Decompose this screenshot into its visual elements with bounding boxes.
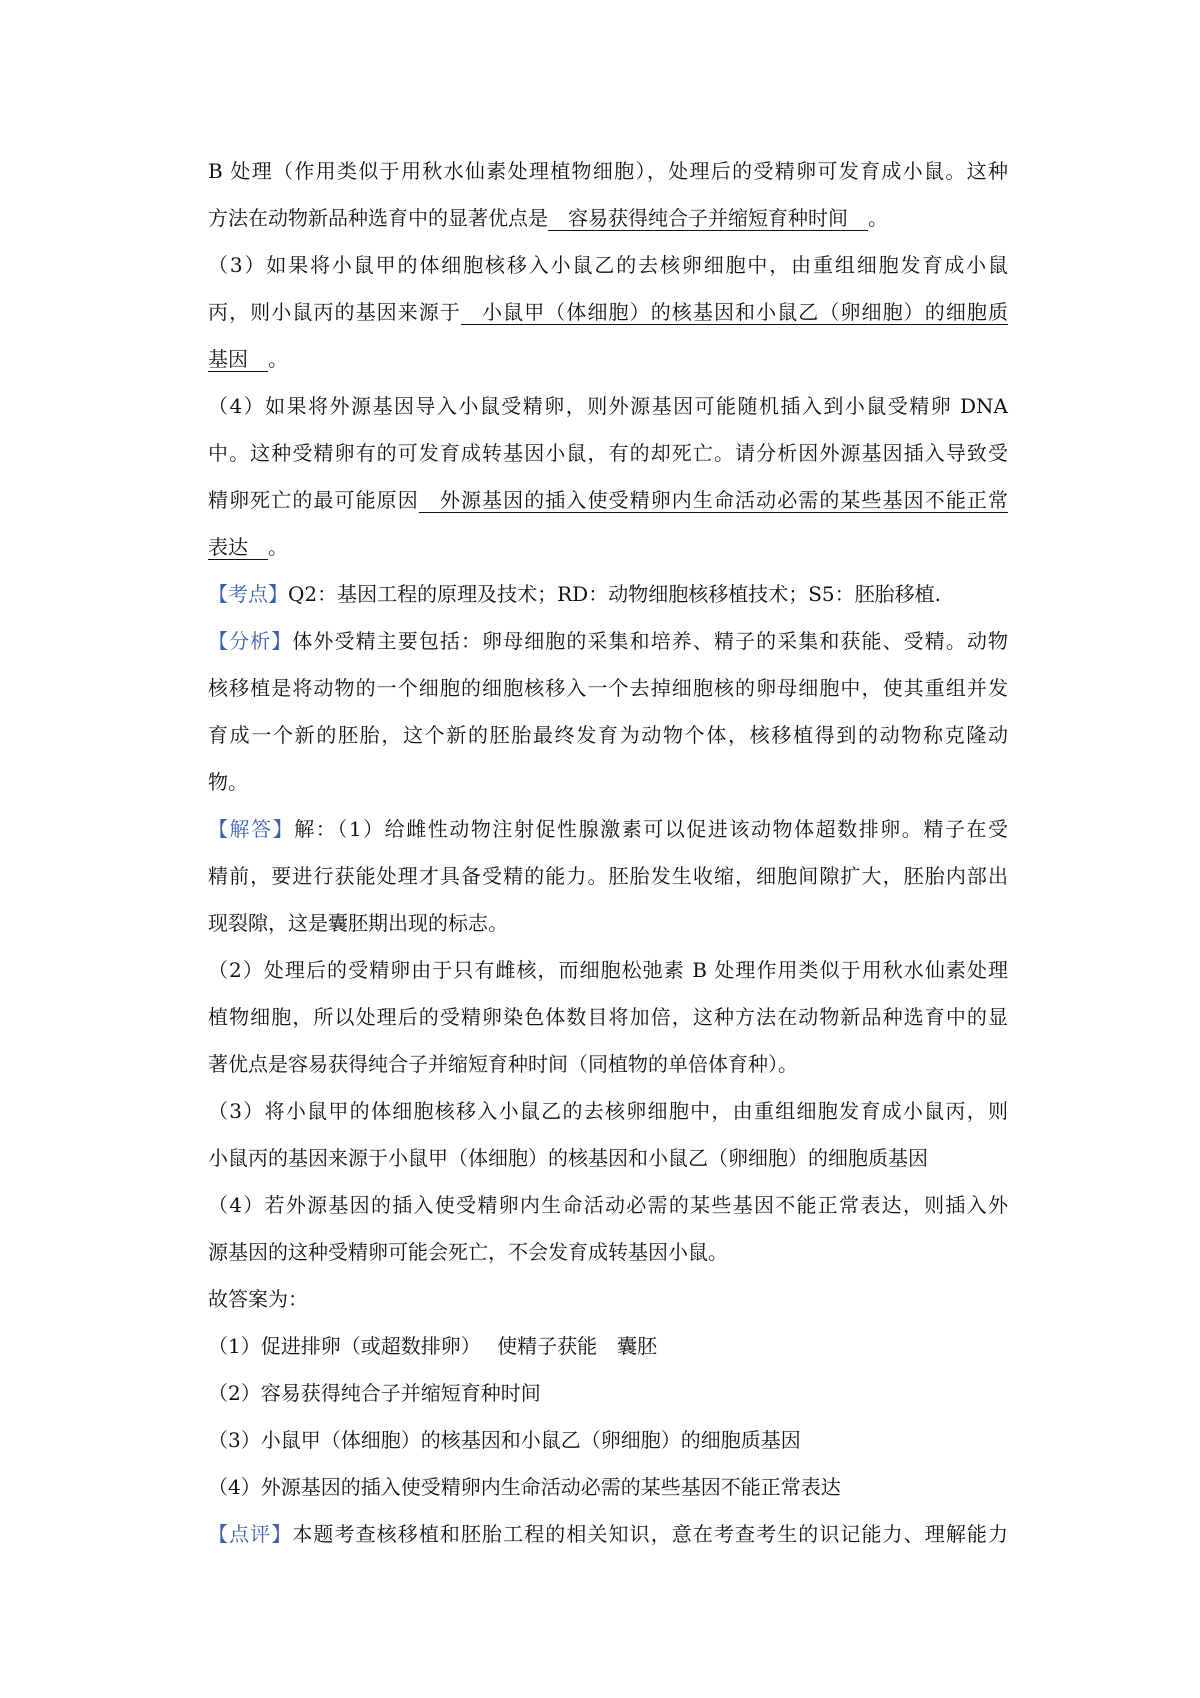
fenxi-line: [208, 618, 1008, 665]
text: （3）如果将小鼠甲的体细胞核移入小鼠乙的去核卵细胞中，由重组细胞发育成小鼠: [208, 253, 1008, 277]
text-line: [208, 665, 1008, 712]
text: 源基因的这种受精卵可能会死亡，不会发育成转基因小鼠。: [208, 1240, 728, 1264]
text: （3）将小鼠甲的体细胞核移入小鼠乙的去核卵细胞中，由重组细胞发育成小鼠丙，则: [208, 1099, 1008, 1123]
answer-blank: 表达: [208, 535, 268, 559]
text-line: [208, 1182, 1008, 1229]
text-line: [208, 242, 1008, 289]
text: 。: [268, 535, 288, 559]
text-line: [208, 148, 1008, 195]
answer-blank: 容易获得纯合子并缩短育种时间: [548, 206, 868, 230]
text-line: [208, 900, 1008, 947]
text-line: [208, 1088, 1008, 1135]
text: 精前，要进行获能处理才具备受精的能力。胚胎发生收缩，细胞间隙扩大，胚胎内部出: [208, 864, 1008, 888]
text: 精卵死亡的最可能原因: [208, 488, 419, 512]
text-line: [208, 524, 1008, 571]
text-line: [208, 336, 1008, 383]
text: 解：（1）给雌性动物注射促性腺激素可以促进该动物体超数排卵。精子在受: [294, 817, 1009, 841]
fenxi-tag: 【分析】: [208, 629, 293, 653]
answer-item-1: [208, 1323, 1008, 1370]
text: 。: [268, 347, 288, 371]
text: 体外受精主要包括：卵母细胞的采集和培养、精子的采集和获能、受精。动物: [292, 629, 1009, 653]
text-line: [208, 759, 1008, 806]
text: 育成一个新的胚胎，这个新的胚胎最终发育为动物个体，核移植得到的动物称克隆动: [208, 723, 1008, 747]
answer-item-4: [208, 1464, 1008, 1511]
text: 现裂隙，这是囊胚期出现的标志。: [208, 911, 508, 935]
answer-blank: 小鼠甲（体细胞）的核基因和小鼠乙（卵细胞）的细胞质: [460, 300, 1009, 324]
text: （2）处理后的受精卵由于只有雌核，而细胞松弛素 B 处理作用类似于用秋水仙素处理: [208, 958, 1008, 982]
text-line: [208, 1229, 1008, 1276]
text-line: [208, 712, 1008, 759]
dianping-line: [208, 1511, 1008, 1558]
text-line: [208, 853, 1008, 900]
text: 故答案为：: [208, 1287, 308, 1311]
jieda-line: [208, 806, 1008, 853]
kaodian-tag: 【考点】: [208, 582, 288, 606]
text: （1）促进排卵（或超数排卵） 使精子获能 囊胚: [208, 1334, 658, 1358]
text: （3）小鼠甲（体细胞）的核基因和小鼠乙（卵细胞）的细胞质基因: [208, 1428, 801, 1452]
text: B 处理（作用类似于用秋水仙素处理植物细胞），处理后的受精卵可发育成小鼠。这种: [208, 159, 1008, 183]
text: 核移植是将动物的一个细胞的细胞核移入一个去掉细胞核的卵母细胞中，使其重组并发: [208, 676, 1008, 700]
jieda-tag: 【解答】: [208, 817, 295, 841]
answer-heading: [208, 1276, 1008, 1323]
text-line: [208, 383, 1008, 430]
text: 植物细胞，所以处理后的受精卵染色体数目将加倍，这种方法在动物新品种选育中的显: [208, 1005, 1008, 1029]
text: 方法在动物新品种选育中的显著优点是: [208, 206, 548, 230]
text-line: [208, 1041, 1008, 1088]
text-line: [208, 994, 1008, 1041]
document-body: [208, 148, 1008, 1558]
text: （4）外源基因的插入使受精卵内生命活动必需的某些基因不能正常表达: [208, 1475, 841, 1499]
text-line: [208, 289, 1008, 336]
text: 中。这种受精卵有的可发育成转基因小鼠，有的却死亡。请分析因外源基因插入导致受: [208, 441, 1008, 465]
text-line: [208, 947, 1008, 994]
text: （4）如果将外源基因导入小鼠受精卵，则外源基因可能随机插入到小鼠受精卵 DNA: [208, 394, 1008, 418]
text: 物。: [208, 770, 248, 794]
text: （4）若外源基因的插入使受精卵内生命活动必需的某些基因不能正常表达，则插入外: [208, 1193, 1008, 1217]
text: 丙，则小鼠丙的基因来源于: [208, 300, 461, 324]
text: 小鼠丙的基因来源于小鼠甲（体细胞）的核基因和小鼠乙（卵细胞）的细胞质基因: [208, 1146, 928, 1170]
answer-blank: 外源基因的插入使受精卵内生命活动必需的某些基因不能正常: [418, 488, 1009, 512]
answer-item-3: [208, 1417, 1008, 1464]
text: （2）容易获得纯合子并缩短育种时间: [208, 1381, 541, 1405]
text-line: [208, 477, 1008, 524]
text: 著优点是容易获得纯合子并缩短育种时间（同植物的单倍体育种）。: [208, 1052, 798, 1076]
kaodian-line: [208, 571, 1008, 618]
text-line: [208, 195, 1008, 242]
text: 本题考查核移植和胚胎工程的相关知识，意在考查考生的识记能力、理解能力: [292, 1522, 1009, 1546]
text: 。: [868, 206, 888, 230]
text-line: [208, 1135, 1008, 1182]
text: Q2：基因工程的原理及技术；RD：动物细胞核移植技术；S5：胚胎移植.: [288, 582, 941, 606]
answer-blank: 基因: [208, 347, 268, 371]
dianping-tag: 【点评】: [208, 1522, 293, 1546]
answer-item-2: [208, 1370, 1008, 1417]
text-line: [208, 430, 1008, 477]
